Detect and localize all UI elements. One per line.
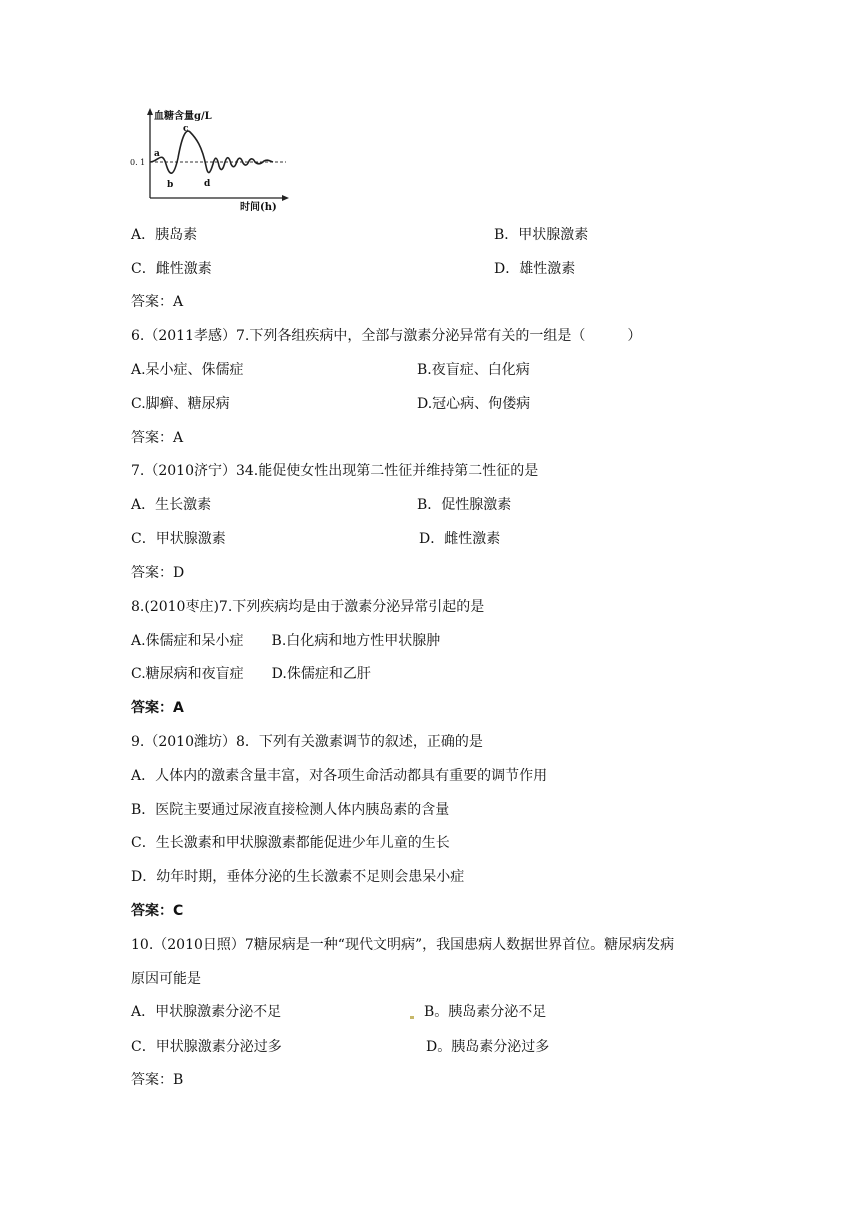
- point-label-a: a: [154, 149, 160, 159]
- small-mark: [410, 1016, 414, 1019]
- q6-option-b: B.夜盲症、白化病: [417, 362, 530, 378]
- q7-option-c: C．甲状腺激素: [131, 531, 226, 547]
- q10-option-a: A．甲状腺激素分泌不足: [131, 1004, 282, 1020]
- blood-sugar-curve: [150, 131, 273, 173]
- q9-answer: 答案：C: [131, 903, 184, 919]
- q9-stem: 9.（2010潍坊）8．下列有关激素调节的叙述，正确的是: [131, 734, 483, 750]
- point-label-c: c: [183, 124, 189, 134]
- q7-stem: 7.（2010济宁）34.能促使女性出现第二性征并维持第二性征的是: [131, 463, 539, 479]
- q10-stem-line1: 10.（2010日照）7糖尿病是一种“现代文明病”，我国患病人数据世界首位。糖尿病发病: [131, 937, 675, 953]
- q6-option-c: C.脚癣、糖尿病: [131, 396, 230, 412]
- q9-option-a: A．人体内的激素含量丰富，对各项生命活动都具有重要的调节作用: [131, 768, 548, 784]
- y-axis-label: 血糖含量g/L: [154, 111, 212, 122]
- q7-option-a: A．生长激素: [131, 497, 212, 513]
- point-label-d: d: [204, 179, 211, 189]
- q7-option-d: D．雌性激素: [419, 531, 501, 547]
- q10-option-d: D。胰岛素分泌过多: [426, 1039, 550, 1055]
- q6-stem: 6.（2011孝感）7.下列各组疾病中，全部与激素分泌异常有关的一组是（ ）: [131, 328, 642, 344]
- baseline-label: 0. 1: [130, 158, 146, 167]
- q7-answer: 答案：D: [131, 565, 185, 581]
- x-axis-label: 时间(h): [240, 202, 277, 213]
- q8-stem: 8.(2010枣庄)7.下列疾病均是由于激素分泌异常引起的是: [131, 599, 485, 615]
- q9-option-d: D．幼年时期，垂体分泌的生长激素不足则会患呆小症: [131, 869, 465, 885]
- q9-option-c: C．生长激素和甲状腺激素都能促进少年儿童的生长: [131, 835, 450, 851]
- q10-option-b: B。胰岛素分泌不足: [424, 1004, 547, 1020]
- q10-option-c: C．甲状腺激素分泌过多: [131, 1039, 282, 1055]
- q5-option-d: D．雄性激素: [494, 261, 576, 277]
- q8-answer: 答案：A: [131, 700, 184, 716]
- q5-option-a: A．胰岛素: [131, 227, 198, 243]
- q7-option-b: B．促性腺激素: [417, 497, 512, 513]
- q10-stem-line2: 原因可能是: [131, 971, 201, 987]
- q5-answer: 答案：A: [131, 294, 184, 310]
- y-axis-arrow: [147, 108, 153, 115]
- blood-sugar-chart: [128, 106, 290, 214]
- q5-option-c: C．雌性激素: [131, 261, 212, 277]
- q8-options-line1: A.侏儒症和呆小症 B.白化病和地方性甲状腺肿: [131, 633, 441, 649]
- q6-answer: 答案：A: [131, 430, 184, 446]
- x-axis-arrow: [282, 195, 289, 201]
- q10-answer: 答案：B: [131, 1072, 184, 1088]
- point-label-b: b: [167, 180, 174, 190]
- q8-options-line2: C.糖尿病和夜盲症 D.侏儒症和乙肝: [131, 666, 371, 682]
- q5-option-b: B．甲状腺激素: [494, 227, 589, 243]
- q9-option-b: B．医院主要通过尿液直接检测人体内胰岛素的含量: [131, 802, 450, 818]
- q6-option-d: D.冠心病、佝偻病: [417, 396, 531, 412]
- q6-option-a: A.呆小症、侏儒症: [131, 362, 244, 378]
